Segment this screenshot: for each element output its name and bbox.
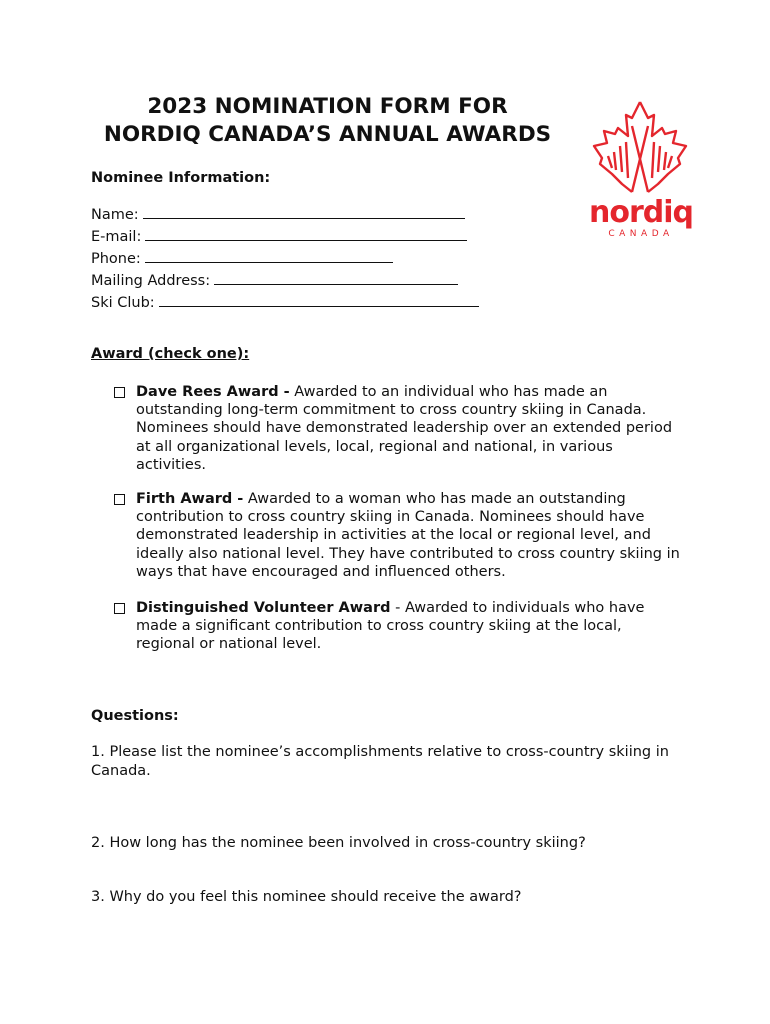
nominee-info-heading: Nominee Information: (91, 170, 271, 186)
award-heading: Award (check one): (91, 346, 250, 362)
form-title (80, 93, 575, 149)
nominee-fields (91, 204, 479, 314)
ski-club-blank[interactable] (159, 292, 479, 307)
checkbox[interactable] (114, 387, 125, 398)
logo-subtitle: CANADA (608, 229, 674, 238)
mailing-address-label: Mailing Address: (91, 273, 211, 289)
award-name: Distinguished Volunteer Award (136, 600, 391, 616)
award-option-distinguished-volunteer[interactable] (114, 599, 684, 654)
award-description: Awarded to an individual who has made an outstanding long-term commitment to cross country skiing in Canada. Nominees should have demonstrated leadership over an extended period at all organizational levels, local, regional and national, in various activities. (136, 384, 673, 473)
award-name: Firth Award - (136, 491, 244, 507)
title-line-1: 2023 NOMINATION FORM FOR (147, 94, 508, 119)
phone-blank[interactable] (145, 248, 393, 263)
checkbox[interactable] (114, 603, 125, 614)
email-label: E-mail: (91, 229, 142, 245)
award-option-dave-rees[interactable] (114, 383, 684, 474)
questions-heading: Questions: (91, 708, 179, 724)
phone-field[interactable] (91, 248, 479, 270)
mailing-address-blank[interactable] (214, 270, 458, 285)
name-blank[interactable] (143, 204, 465, 219)
ski-club-label: Ski Club: (91, 295, 155, 311)
question-1: 1. Please list the nominee’s accomplishments relative to cross-country skiing in Canada. (91, 744, 669, 779)
email-field[interactable] (91, 226, 479, 248)
phone-label: Phone: (91, 251, 141, 267)
checkbox[interactable] (114, 494, 125, 505)
nordiq-canada-logo (582, 98, 700, 238)
logo-wordmark: nordiq (589, 195, 693, 230)
name-field[interactable] (91, 204, 479, 226)
question-3: 3. Why do you feel this nominee should receive the award? (91, 889, 522, 905)
award-name: Dave Rees Award - (136, 384, 290, 400)
award-description: - Awarded to individuals who have made a significant contribution to cross country skiing at the local, regional or national level. (136, 600, 645, 653)
award-option-firth[interactable] (114, 490, 684, 581)
mailing-address-field[interactable] (91, 270, 479, 292)
question-2: 2. How long has the nominee been involved in cross-country skiing? (91, 835, 586, 851)
ski-club-field[interactable] (91, 292, 479, 314)
award-description: Awarded to a woman who has made an outstanding contribution to cross country skiing in Canada. Nominees should have demonstrated leadership in activities at the local or regional level, and ideally also national level. They have contributed to cross country skiing in ways that have encouraged and influenced others. (136, 491, 680, 580)
title-line-2: NORDIQ CANADA’S ANNUAL AWARDS (103, 122, 552, 147)
name-label: Name: (91, 207, 139, 223)
email-blank[interactable] (145, 226, 467, 241)
